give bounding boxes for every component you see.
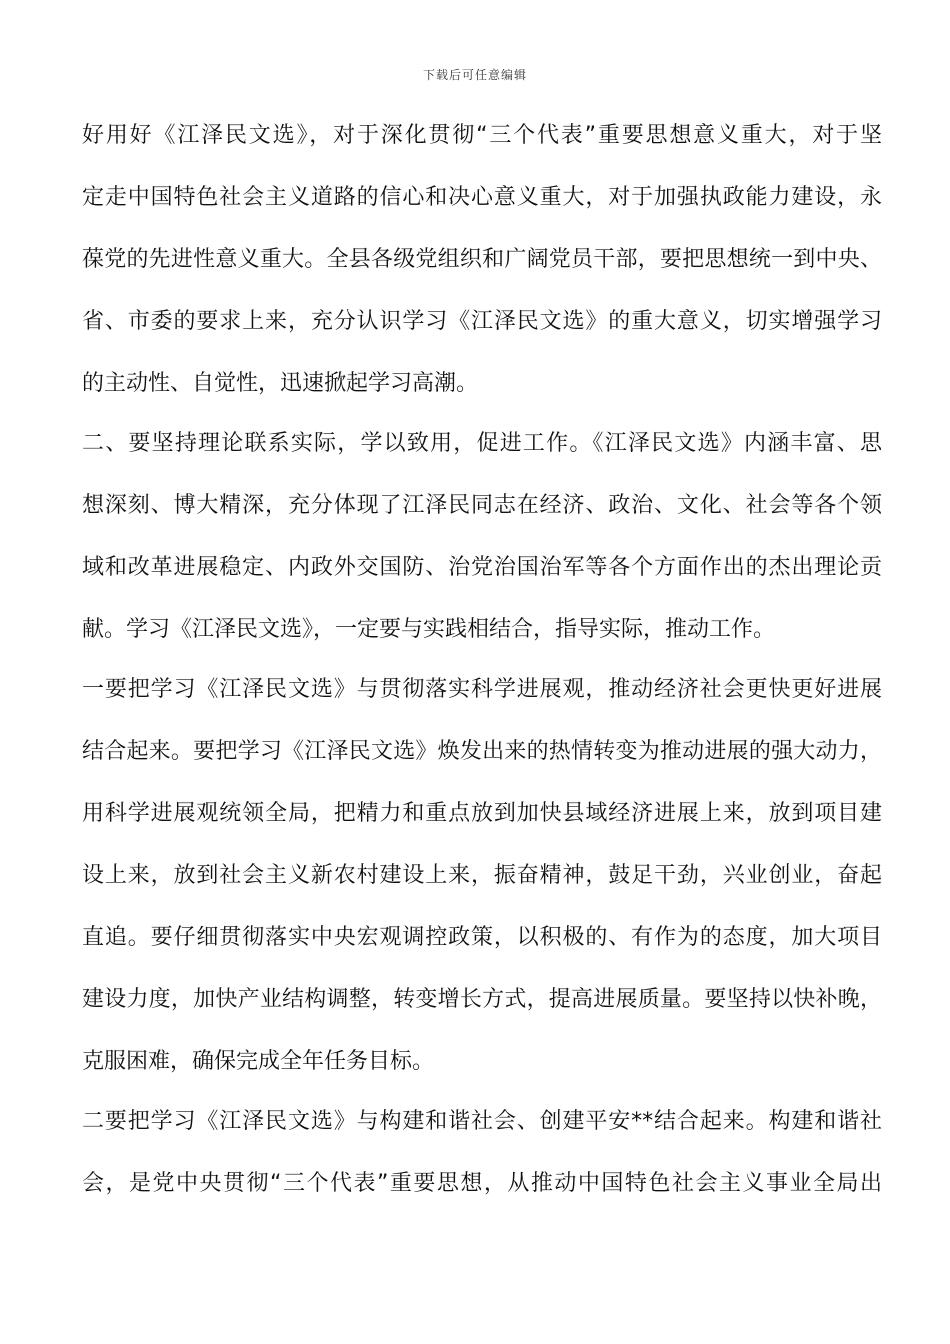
text-line: 的主动性、自觉性，迅速掀起学习高潮。 [82,371,479,396]
text-line: 葆党的先进性意义重大。全县各级党组织和广阔党员干部，要把思想统一到中央、 [82,247,882,272]
text-line: 想深刻、博大精深，充分体现了江泽民同志在经济、政治、文化、社会等各个领 [82,493,882,518]
text-line: 设上来，放到社会主义新农村建设上来，振奋精神，鼓足干劲，兴业创业，奋起 [82,863,882,888]
text-line: 好用好《江泽民文选》，对于深化贯彻“三个代表”重要思想意义重大，对于坚 [82,123,882,148]
text-line: 二要把学习《江泽民文选》与构建和谐社会、创建平安**结合起来。构建和谐社 [82,1109,882,1134]
text-line: 域和改革进展稳定、内政外交国防、治党治国治军等各个方面作出的杰出理论贡 [82,555,882,580]
text-line: 献。学习《江泽民文选》，一定要与实践相结合，指导实际，推动工作。 [82,617,776,642]
page-header: 下载后可任意编辑 [422,68,527,82]
text-line: 定走中国特色社会主义道路的信心和决心意义重大，对于加强执政能力建设，永 [82,185,882,210]
text-line: 建设力度，加快产业结构调整，转变增长方式，提高进展质量。要坚持以快补晚， [82,987,882,1012]
text-line: 结合起来。要把学习《江泽民文选》焕发出来的热情转变为推动进展的强大动力， [82,739,882,764]
text-line: 二、要坚持理论联系实际，学以致用，促进工作。《江泽民文选》内涵丰富、思 [82,431,882,456]
text-line: 克服困难，确保完成全年任务目标。 [82,1049,435,1074]
text-line: 省、市委的要求上来，充分认识学习《江泽民文选》的重大意义，切实增强学习 [82,309,882,334]
text-line: 一要把学习《江泽民文选》与贯彻落实科学进展观，推动经济社会更快更好进展 [82,677,882,702]
text-line: 会，是党中央贯彻“三个代表”重要思想，从推动中国特色社会主义事业全局出 [82,1171,882,1196]
text-line: 直追。要仔细贯彻落实中央宏观调控政策，以积极的、有作为的态度，加大项目 [82,925,882,950]
text-line: 用科学进展观统领全局，把精力和重点放到加快县域经济进展上来，放到项目建 [82,801,882,826]
